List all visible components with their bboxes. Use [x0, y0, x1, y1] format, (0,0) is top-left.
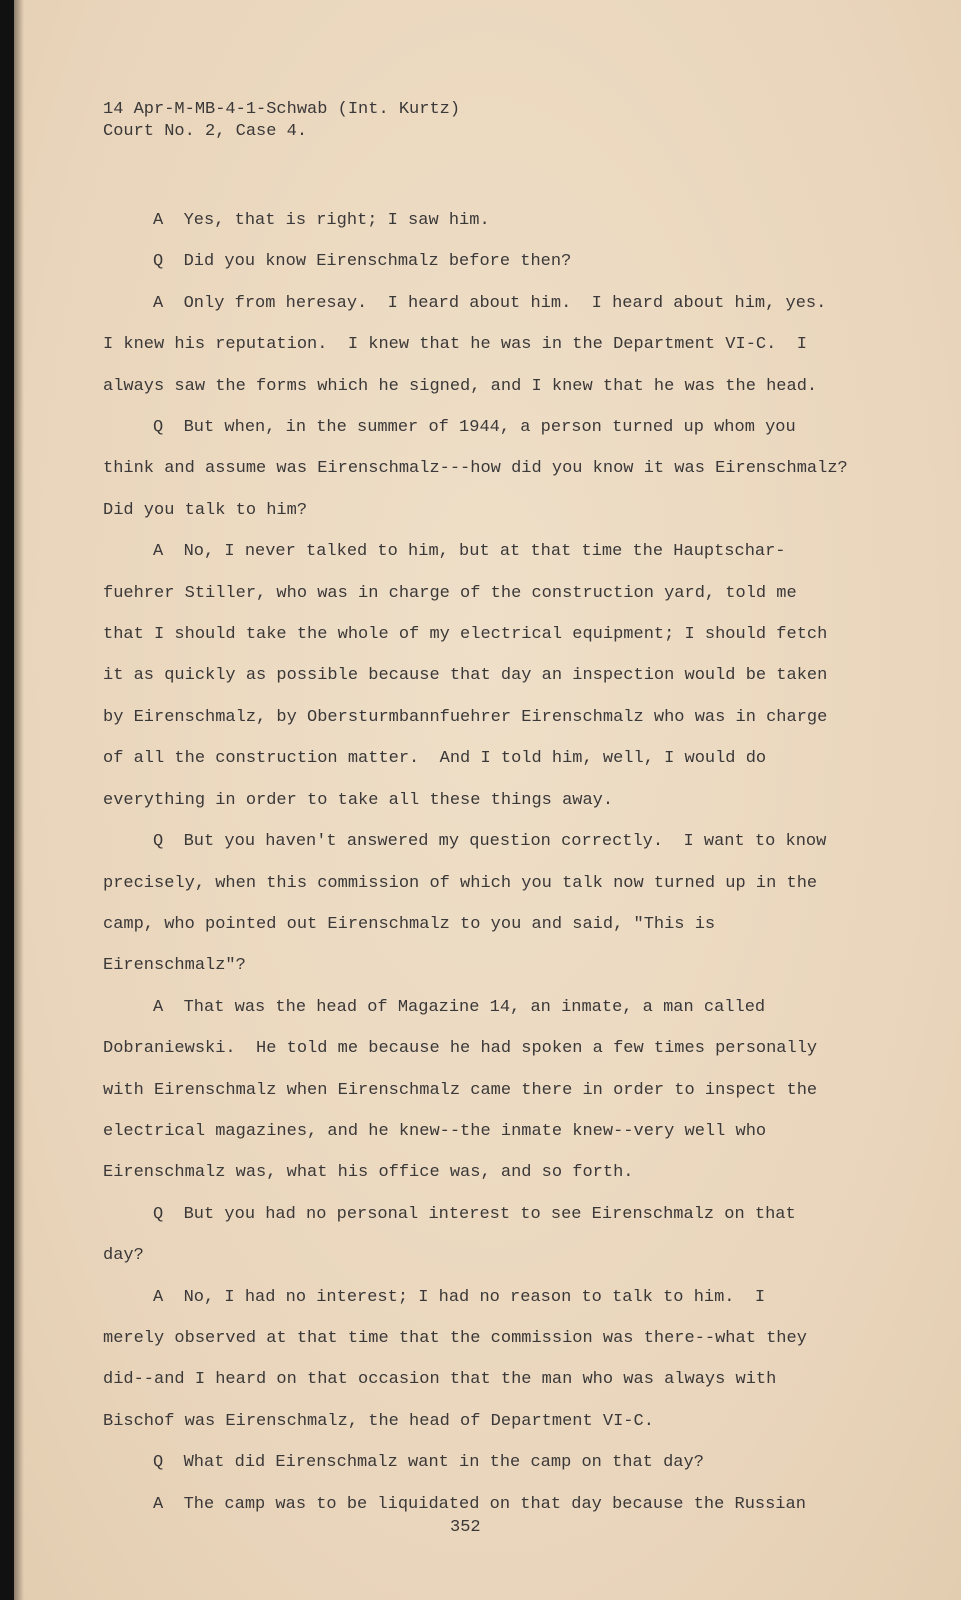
- header-line-2: Court No. 2, Case 4.: [103, 122, 308, 141]
- transcript-line: always saw the forms which he signed, and I knew that he was the head.: [103, 376, 818, 396]
- transcript-line: camp, who pointed out Eirenschmalz to you and said, "This is: [103, 914, 716, 934]
- transcript-body: [103, 200, 961, 1525]
- document-header: [103, 99, 460, 143]
- transcript-line: Bischof was Eirenschmalz, the head of Department VI-C.: [103, 1411, 654, 1431]
- transcript-line: A Yes, that is right; I saw him.: [153, 211, 490, 230]
- transcript-line: did--and I heard on that occasion that the man who was always with: [103, 1370, 777, 1390]
- page-edge-shadow: [14, 0, 24, 1600]
- transcript-paragraph: [103, 821, 961, 987]
- transcript-line: everything in order to take all these things away.: [103, 790, 614, 810]
- header-line-1: 14 Apr-M-MB-4-1-Schwab (Int. Kurtz): [103, 100, 461, 119]
- transcript-paragraph: [103, 531, 961, 821]
- transcript-line: Q What did Eirenschmalz want in the camp on that day?: [153, 1453, 704, 1473]
- transcript-line: A No, I never talked to him, but at that time the Hauptschar-: [153, 542, 786, 562]
- transcript-paragraph: [103, 1277, 961, 1443]
- transcript-paragraph: [103, 241, 961, 282]
- transcript-line: precisely, when this commission of which you talk now turned up in the: [103, 873, 818, 893]
- transcript-paragraph: [103, 283, 961, 407]
- document-page: [14, 0, 961, 1600]
- transcript-line: merely observed at that time that the commission was there--what they: [103, 1328, 807, 1348]
- transcript-paragraph: [103, 1442, 961, 1483]
- transcript-line: electrical magazines, and he knew--the inmate knew--very well who: [103, 1121, 767, 1141]
- transcript-line: I knew his reputation. I knew that he was in the Department VI-C. I: [103, 335, 807, 355]
- transcript-paragraph: [103, 1194, 961, 1277]
- transcript-paragraph: [103, 407, 961, 531]
- transcript-line: Did you talk to him?: [103, 500, 308, 520]
- transcript-line: A The camp was to be liquidated on that day because the Russian: [153, 1494, 806, 1514]
- transcript-line: think and assume was Eirenschmalz---how did you know it was Eirenschmalz?: [103, 459, 848, 479]
- transcript-line: fuehrer Stiller, who was in charge of the construction yard, told me: [103, 583, 797, 603]
- transcript-line: Q Did you know Eirenschmalz before then?: [153, 252, 572, 272]
- transcript-line: of all the construction matter. And I told him, well, I would do: [103, 749, 767, 769]
- transcript-paragraph: [103, 987, 961, 1194]
- transcript-line: Q But you had no personal interest to see Eirenschmalz on that: [153, 1204, 796, 1224]
- transcript-line: A That was the head of Magazine 14, an inmate, a man called: [153, 997, 766, 1017]
- transcript-line: by Eirenschmalz, by Obersturmbannfuehrer Eirenschmalz who was in charge: [103, 707, 828, 727]
- transcript-paragraph: [103, 1484, 961, 1525]
- transcript-line: Q But when, in the summer of 1944, a person turned up whom you: [153, 418, 796, 438]
- transcript-line: Dobraniewski. He told me because he had spoken a few times personally: [103, 1039, 818, 1059]
- transcript-line: A No, I had no interest; I had no reason to talk to him. I: [153, 1287, 766, 1307]
- transcript-line: Q But you haven't answered my question correctly. I want to know: [153, 832, 827, 852]
- page-number: 352: [450, 1518, 481, 1537]
- transcript-line: A Only from heresay. I heard about him. I heard about him, yes.: [153, 293, 827, 313]
- transcript-line: with Eirenschmalz when Eirenschmalz came there in order to inspect the: [103, 1080, 818, 1100]
- transcript-line: Eirenschmalz"?: [103, 956, 246, 976]
- transcript-paragraph: [103, 200, 961, 241]
- transcript-line: it as quickly as possible because that day an inspection would be taken: [103, 666, 828, 686]
- transcript-line: Eirenschmalz was, what his office was, and so forth.: [103, 1163, 634, 1183]
- transcript-line: that I should take the whole of my electrical equipment; I should fetch: [103, 625, 828, 645]
- transcript-line: day?: [103, 1246, 144, 1266]
